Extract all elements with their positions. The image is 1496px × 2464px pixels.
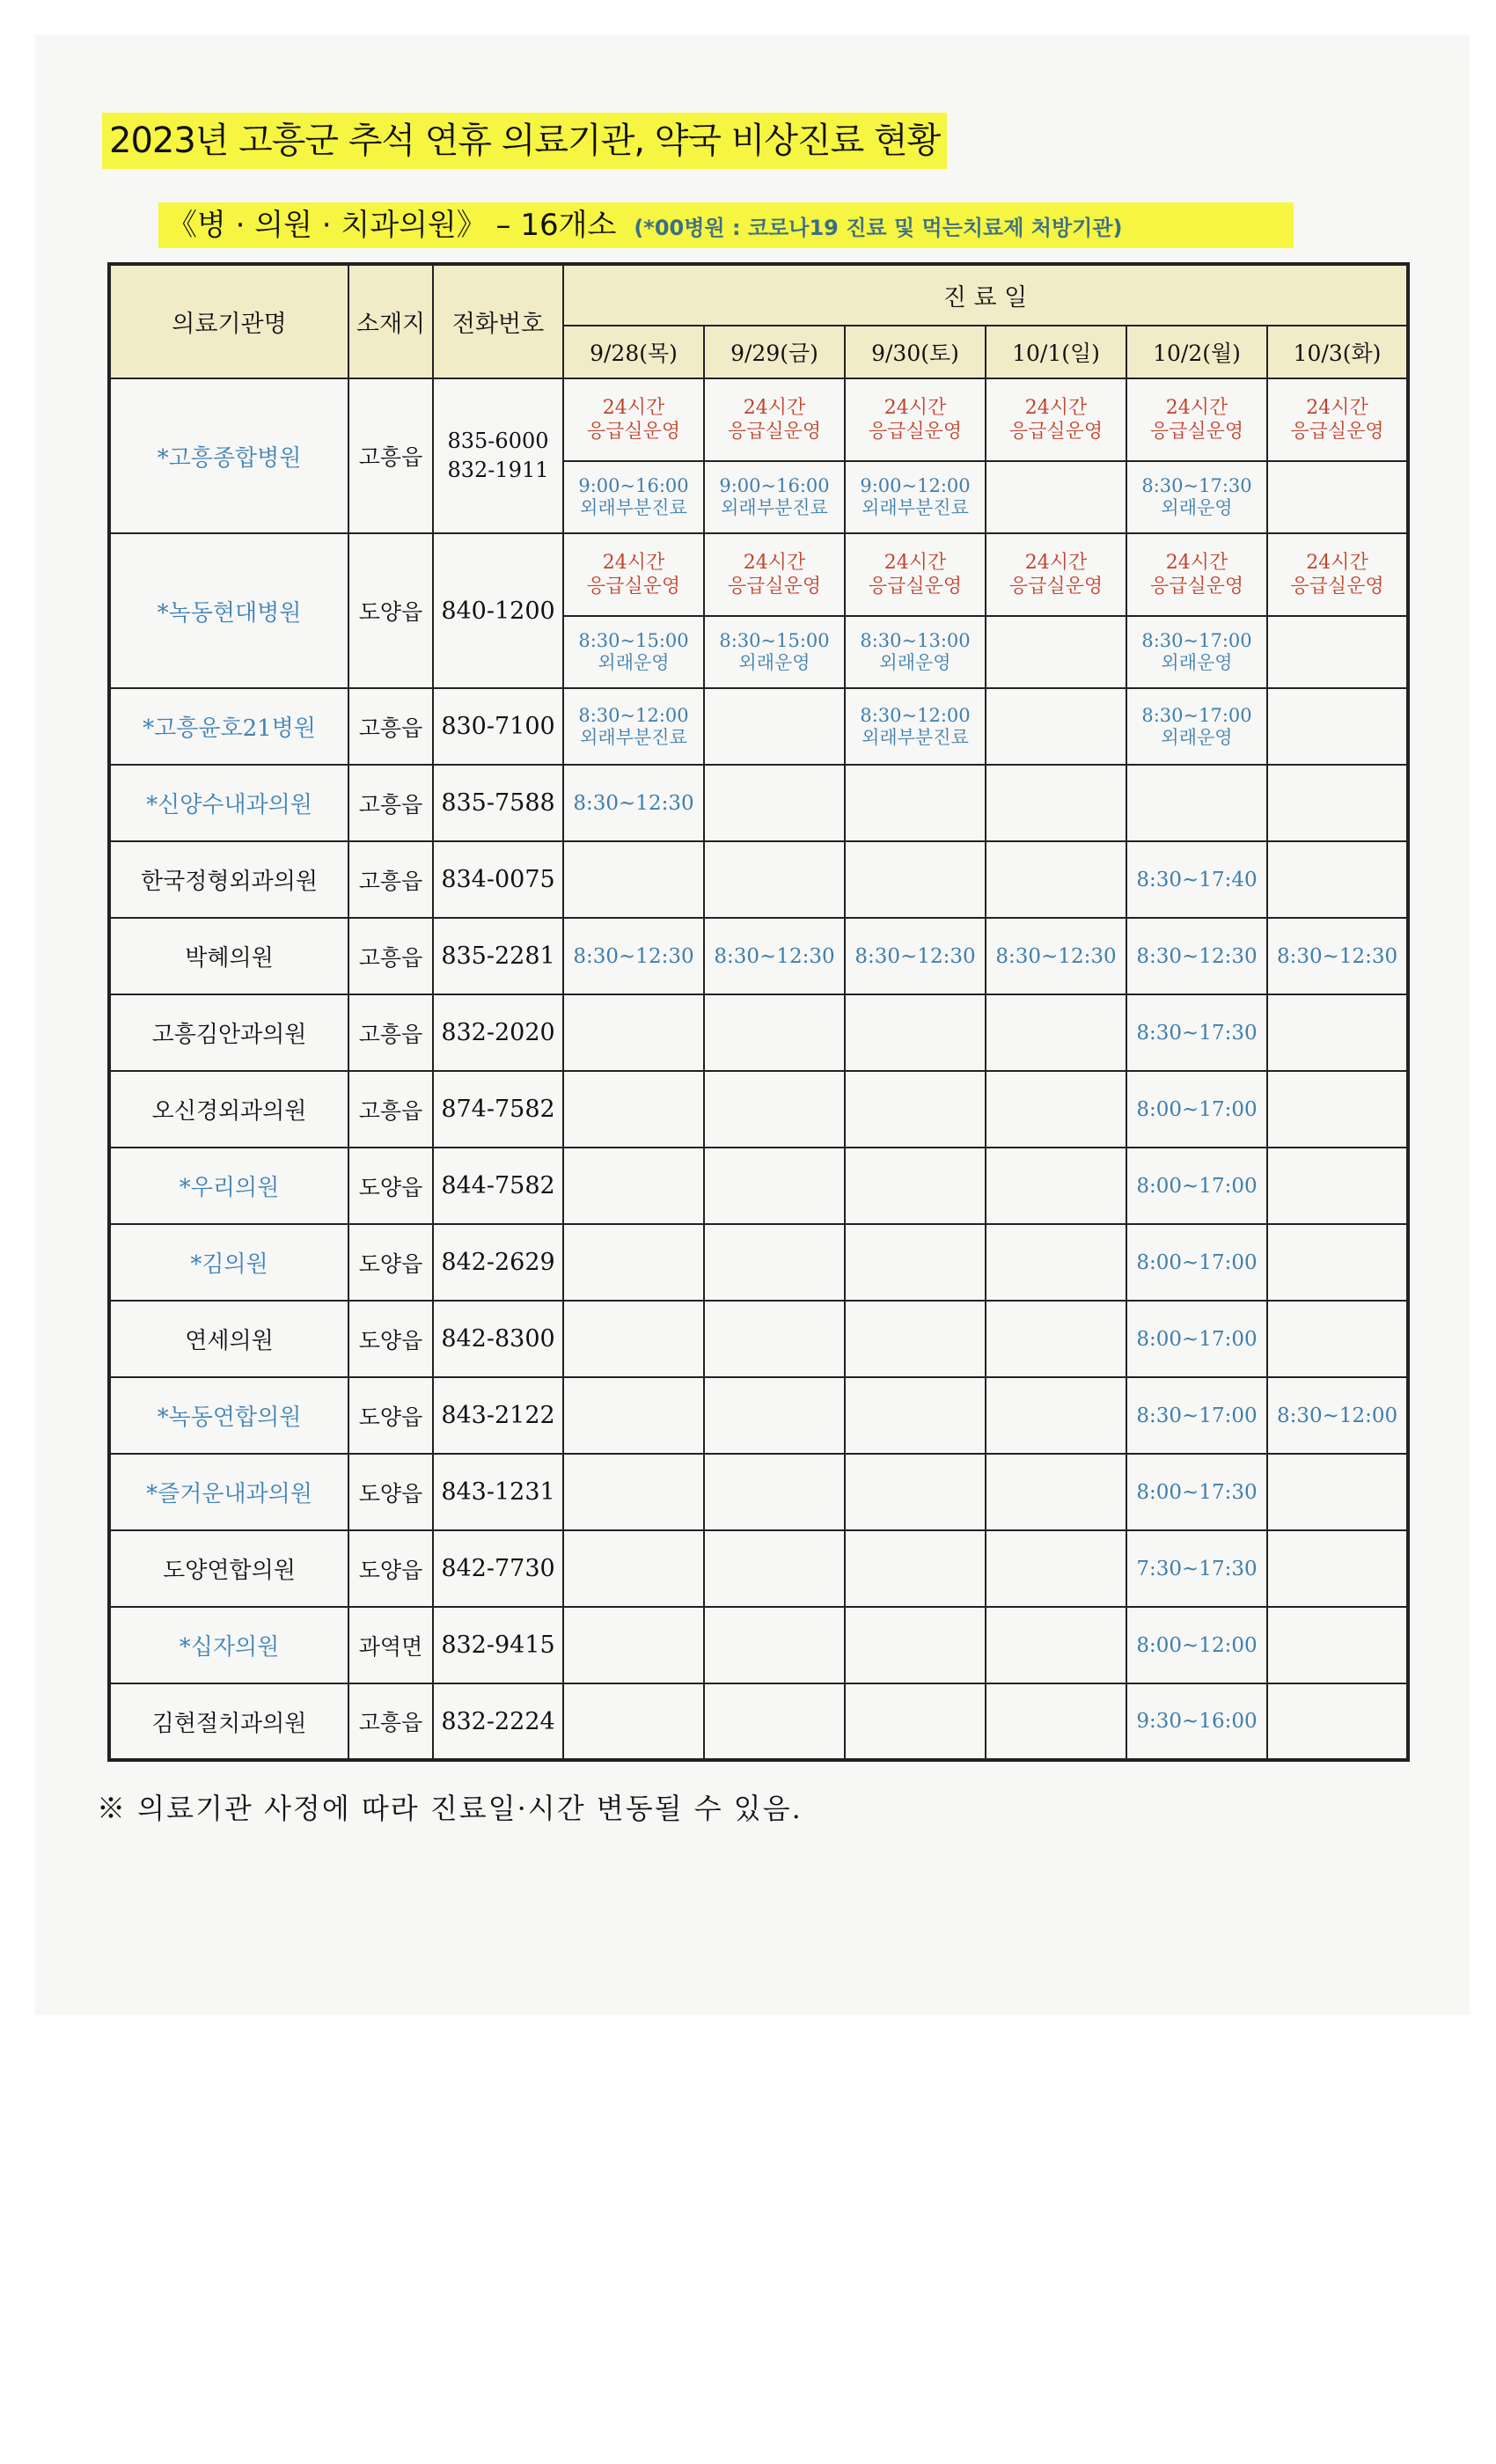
schedule-cell xyxy=(704,918,845,994)
facility-phone: 832-2224 xyxy=(433,1683,563,1760)
schedule-cell xyxy=(1267,918,1408,994)
emergency-text: 24시간 응급실운영 xyxy=(1008,397,1104,443)
schedule-cell xyxy=(563,1530,704,1607)
facility-location: 도양읍 xyxy=(348,533,433,688)
schedule-text: 8:30~12:30 xyxy=(1276,944,1398,968)
schedule-cell xyxy=(986,1607,1126,1683)
facility-phone: 843-2122 xyxy=(433,1377,563,1454)
emergency-cell xyxy=(1267,378,1408,461)
emergency-text: 24시간 응급실운영 xyxy=(727,552,822,598)
facility-name: *십자의원 xyxy=(109,1607,348,1683)
schedule-cell xyxy=(986,1224,1126,1301)
schedule-cell xyxy=(1267,688,1408,765)
schedule-text: 8:30~12:30 xyxy=(573,944,694,968)
schedule-cell xyxy=(1126,1301,1267,1377)
facility-name: *고흥윤호21병원 xyxy=(109,688,348,765)
facility-phone: 835-2281 xyxy=(433,918,563,994)
schedule-cell xyxy=(1126,841,1267,918)
page-subtitle xyxy=(158,202,1294,248)
schedule-cell xyxy=(986,841,1126,918)
schedule-cell xyxy=(845,918,986,994)
facility-phone: 835-7588 xyxy=(433,765,563,841)
schedule-cell xyxy=(1126,688,1267,765)
schedule-cell xyxy=(1126,1530,1267,1607)
facility-name: *녹동연합의원 xyxy=(109,1377,348,1454)
schedule-cell xyxy=(1267,1377,1408,1454)
schedule-cell xyxy=(563,1377,704,1454)
emergency-text: 24시간 응급실운영 xyxy=(868,552,963,598)
subtitle-main: 《병 · 의원 · 치과의원》 – 16개소 xyxy=(167,208,617,243)
schedule-cell xyxy=(563,1607,704,1683)
phone-number: 835-6000 xyxy=(447,429,549,453)
schedule-cell xyxy=(845,1683,986,1760)
facility-location: 도양읍 xyxy=(348,1301,433,1377)
facility-row xyxy=(109,1607,1408,1683)
schedule-cell xyxy=(563,841,704,918)
facility-location: 도양읍 xyxy=(348,1377,433,1454)
schedule-cell xyxy=(704,1071,845,1148)
facility-name: *고흥종합병원 xyxy=(109,378,348,533)
schedule-cell xyxy=(704,841,845,918)
facility-phone: 832-9415 xyxy=(433,1607,563,1683)
emergency-cell xyxy=(704,378,845,461)
schedule-cell xyxy=(704,1530,845,1607)
schedule-table xyxy=(107,262,1410,1762)
schedule-cell xyxy=(1267,1301,1408,1377)
schedule-text: 8:00~17:00 xyxy=(1136,1097,1258,1121)
emergency-cell xyxy=(986,533,1126,616)
outpatient-text: 8:30~15:00 외래운영 xyxy=(719,630,830,673)
phone-number: 840-1200 xyxy=(441,597,555,625)
schedule-cell xyxy=(845,1454,986,1530)
schedule-cell xyxy=(1126,1454,1267,1530)
facility-row xyxy=(109,1683,1408,1760)
schedule-text: 8:30~17:40 xyxy=(1136,868,1258,891)
schedule-cell xyxy=(1126,918,1267,994)
schedule-text: 7:30~17:30 xyxy=(1136,1557,1258,1580)
schedule-text: 8:30~17:00 외래운영 xyxy=(1141,704,1252,748)
schedule-cell xyxy=(563,994,704,1071)
facility-phone: 834-0075 xyxy=(433,841,563,918)
outpatient-cell xyxy=(704,616,845,688)
schedule-cell xyxy=(704,1454,845,1530)
facility-phone xyxy=(433,533,563,688)
outpatient-cell xyxy=(563,616,704,688)
schedule-cell xyxy=(986,994,1126,1071)
schedule-cell xyxy=(845,1377,986,1454)
schedule-cell xyxy=(563,918,704,994)
schedule-cell xyxy=(845,1530,986,1607)
facility-location: 도양읍 xyxy=(348,1454,433,1530)
schedule-cell xyxy=(563,1683,704,1760)
schedule-cell xyxy=(986,1071,1126,1148)
facility-name: 김현절치과의원 xyxy=(109,1683,348,1760)
schedule-cell xyxy=(986,1454,1126,1530)
schedule-cell xyxy=(986,688,1126,765)
header-name: 의료기관명 xyxy=(109,264,348,378)
schedule-cell xyxy=(1126,1607,1267,1683)
facility-phone: 843-1231 xyxy=(433,1454,563,1530)
facility-phone: 842-8300 xyxy=(433,1301,563,1377)
schedule-cell xyxy=(986,1683,1126,1760)
facility-location: 도양읍 xyxy=(348,1224,433,1301)
header-days: 진 료 일 xyxy=(563,264,1408,326)
emergency-text: 24시간 응급실운영 xyxy=(868,397,963,443)
hospital-row xyxy=(109,378,1408,461)
facility-phone: 842-2629 xyxy=(433,1224,563,1301)
facility-phone: 874-7582 xyxy=(433,1071,563,1148)
header-date: 9/30(토) xyxy=(845,326,986,378)
schedule-cell xyxy=(986,918,1126,994)
schedule-cell xyxy=(1126,1377,1267,1454)
outpatient-cell xyxy=(986,616,1126,688)
schedule-text: 8:30~12:30 xyxy=(714,944,835,968)
schedule-cell xyxy=(845,1607,986,1683)
schedule-cell xyxy=(986,1530,1126,1607)
emergency-cell xyxy=(1267,533,1408,616)
page-title: 2023년 고흥군 추석 연휴 의료기관, 약국 비상진료 현황 xyxy=(102,113,947,169)
emergency-cell xyxy=(986,378,1126,461)
header-date: 10/2(월) xyxy=(1126,326,1267,378)
facility-phone: 830-7100 xyxy=(433,688,563,765)
emergency-cell xyxy=(845,378,986,461)
schedule-cell xyxy=(986,1377,1126,1454)
outpatient-cell xyxy=(1267,616,1408,688)
facility-row xyxy=(109,994,1408,1071)
header-date: 9/28(목) xyxy=(563,326,704,378)
emergency-cell xyxy=(1126,533,1267,616)
emergency-cell xyxy=(845,533,986,616)
facility-location: 고흥읍 xyxy=(348,1683,433,1760)
outpatient-cell xyxy=(1126,616,1267,688)
schedule-text: 8:30~12:30 xyxy=(573,791,694,815)
facility-row xyxy=(109,1301,1408,1377)
facility-row xyxy=(109,688,1408,765)
header-date: 10/1(일) xyxy=(986,326,1126,378)
emergency-cell xyxy=(704,533,845,616)
facility-location: 도양읍 xyxy=(348,1148,433,1224)
footnote: ※ 의료기관 사정에 따라 진료일·시간 변동될 수 있음. xyxy=(97,1792,803,1825)
facility-location: 고흥읍 xyxy=(348,841,433,918)
schedule-cell xyxy=(845,1071,986,1148)
schedule-cell xyxy=(1126,765,1267,841)
schedule-body xyxy=(109,378,1408,1760)
facility-name: *김의원 xyxy=(109,1224,348,1301)
facility-name: 고흥김안과의원 xyxy=(109,994,348,1071)
schedule-cell xyxy=(1267,1454,1408,1530)
schedule-cell xyxy=(704,1148,845,1224)
facility-name: *신양수내과의원 xyxy=(109,765,348,841)
schedule-cell xyxy=(704,994,845,1071)
schedule-cell xyxy=(1267,1071,1408,1148)
schedule-cell xyxy=(704,1683,845,1760)
schedule-text: 8:00~17:00 xyxy=(1136,1174,1258,1198)
schedule-cell xyxy=(563,1454,704,1530)
facility-name: *우리의원 xyxy=(109,1148,348,1224)
hospital-row xyxy=(109,533,1408,616)
schedule-cell xyxy=(563,1301,704,1377)
schedule-text: 8:00~12:00 xyxy=(1136,1633,1258,1657)
schedule-cell xyxy=(1267,765,1408,841)
facility-location: 과역면 xyxy=(348,1607,433,1683)
schedule-cell xyxy=(563,765,704,841)
schedule-cell xyxy=(1267,994,1408,1071)
header-row-1 xyxy=(109,264,1408,326)
facility-location: 고흥읍 xyxy=(348,994,433,1071)
facility-phone xyxy=(433,378,563,533)
facility-name: 도양연합의원 xyxy=(109,1530,348,1607)
schedule-cell xyxy=(704,765,845,841)
schedule-text: 8:00~17:00 xyxy=(1136,1250,1258,1274)
schedule-cell xyxy=(1126,1683,1267,1760)
schedule-text: 8:30~12:00 외래부분진료 xyxy=(578,704,689,748)
schedule-cell xyxy=(563,1224,704,1301)
schedule-cell xyxy=(1267,1530,1408,1607)
facility-row xyxy=(109,1071,1408,1148)
schedule-cell xyxy=(1267,1148,1408,1224)
outpatient-text: 9:00~16:00 외래부분진료 xyxy=(578,475,689,518)
schedule-cell xyxy=(563,1148,704,1224)
outpatient-text: 8:30~13:00 외래운영 xyxy=(860,630,971,673)
emergency-text: 24시간 응급실운영 xyxy=(1290,552,1384,598)
schedule-cell xyxy=(704,688,845,765)
outpatient-text: 8:30~17:00 외래운영 xyxy=(1141,630,1252,673)
schedule-text: 8:30~12:00 외래부분진료 xyxy=(860,704,971,748)
header-date: 10/3(화) xyxy=(1267,326,1408,378)
emergency-text: 24시간 응급실운영 xyxy=(1290,397,1384,443)
facility-location: 고흥읍 xyxy=(348,918,433,994)
schedule-text: 8:30~12:30 xyxy=(1136,944,1258,968)
schedule-cell xyxy=(1267,1683,1408,1760)
outpatient-cell xyxy=(704,461,845,533)
facility-location: 도양읍 xyxy=(348,1530,433,1607)
schedule-cell xyxy=(704,1377,845,1454)
schedule-cell xyxy=(1126,1148,1267,1224)
outpatient-text: 9:00~16:00 외래부분진료 xyxy=(719,475,830,518)
schedule-cell xyxy=(845,1301,986,1377)
outpatient-cell xyxy=(845,616,986,688)
emergency-text: 24시간 응급실운영 xyxy=(586,397,681,443)
schedule-cell xyxy=(986,1301,1126,1377)
schedule-cell xyxy=(845,1148,986,1224)
subtitle-note: (*00병원 : 코로나19 진료 및 먹는치료제 처방기관) xyxy=(634,216,1123,240)
facility-row xyxy=(109,841,1408,918)
outpatient-cell xyxy=(986,461,1126,533)
schedule-cell xyxy=(986,1148,1126,1224)
emergency-cell xyxy=(563,378,704,461)
header-date: 9/29(금) xyxy=(704,326,845,378)
schedule-cell xyxy=(845,841,986,918)
outpatient-text: 9:00~12:00 외래부분진료 xyxy=(860,475,971,518)
schedule-text: 8:30~12:00 xyxy=(1276,1404,1398,1427)
facility-phone: 844-7582 xyxy=(433,1148,563,1224)
facility-row xyxy=(109,1530,1408,1607)
header-location: 소재지 xyxy=(348,264,433,378)
facility-row xyxy=(109,1454,1408,1530)
emergency-text: 24시간 응급실운영 xyxy=(1008,552,1104,598)
facility-phone: 832-2020 xyxy=(433,994,563,1071)
header-phone: 전화번호 xyxy=(433,264,563,378)
schedule-cell xyxy=(845,1224,986,1301)
outpatient-cell xyxy=(1126,461,1267,533)
schedule-text: 8:00~17:30 xyxy=(1136,1480,1258,1504)
outpatient-cell xyxy=(1267,461,1408,533)
schedule-cell xyxy=(845,994,986,1071)
schedule-text: 9:30~16:00 xyxy=(1136,1710,1258,1733)
emergency-text: 24시간 응급실운영 xyxy=(1149,397,1244,443)
schedule-cell xyxy=(1126,1071,1267,1148)
schedule-cell xyxy=(704,1607,845,1683)
facility-location: 고흥읍 xyxy=(348,688,433,765)
schedule-cell xyxy=(1267,1224,1408,1301)
facility-row xyxy=(109,1148,1408,1224)
emergency-cell xyxy=(563,533,704,616)
schedule-cell xyxy=(563,688,704,765)
emergency-text: 24시간 응급실운영 xyxy=(586,552,681,598)
facility-location: 고흥읍 xyxy=(348,1071,433,1148)
schedule-cell xyxy=(704,1301,845,1377)
schedule-cell xyxy=(986,765,1126,841)
schedule-cell xyxy=(845,688,986,765)
schedule-text: 8:30~17:00 xyxy=(1136,1404,1258,1427)
emergency-cell xyxy=(1126,378,1267,461)
emergency-text: 24시간 응급실운영 xyxy=(1149,552,1244,598)
facility-name: *즐거운내과의원 xyxy=(109,1454,348,1530)
facility-row xyxy=(109,1224,1408,1301)
schedule-cell xyxy=(1267,1607,1408,1683)
facility-row xyxy=(109,1377,1408,1454)
schedule-text: 8:30~12:30 xyxy=(854,944,976,968)
outpatient-cell xyxy=(845,461,986,533)
facility-location: 고흥읍 xyxy=(348,378,433,533)
facility-location: 고흥읍 xyxy=(348,765,433,841)
outpatient-cell xyxy=(563,461,704,533)
schedule-cell xyxy=(704,1224,845,1301)
schedule-cell xyxy=(845,765,986,841)
schedule-text: 8:30~17:30 xyxy=(1136,1021,1258,1045)
schedule-cell xyxy=(1126,1224,1267,1301)
emergency-text: 24시간 응급실운영 xyxy=(727,397,822,443)
facility-row xyxy=(109,765,1408,841)
facility-name: 한국정형외과의원 xyxy=(109,841,348,918)
schedule-text: 8:30~12:30 xyxy=(995,944,1117,968)
facility-name: *녹동현대병원 xyxy=(109,533,348,688)
facility-name: 박혜의원 xyxy=(109,918,348,994)
facility-name: 오신경외과의원 xyxy=(109,1071,348,1148)
outpatient-text: 8:30~15:00 외래운영 xyxy=(578,630,689,673)
schedule-cell xyxy=(1267,841,1408,918)
facility-row xyxy=(109,918,1408,994)
outpatient-text: 8:30~17:30 외래운영 xyxy=(1141,475,1252,518)
phone-number: 832-1911 xyxy=(447,458,549,482)
facility-phone: 842-7730 xyxy=(433,1530,563,1607)
schedule-cell xyxy=(563,1071,704,1148)
facility-name: 연세의원 xyxy=(109,1301,348,1377)
schedule-text: 8:00~17:00 xyxy=(1136,1327,1258,1351)
schedule-cell xyxy=(1126,994,1267,1071)
